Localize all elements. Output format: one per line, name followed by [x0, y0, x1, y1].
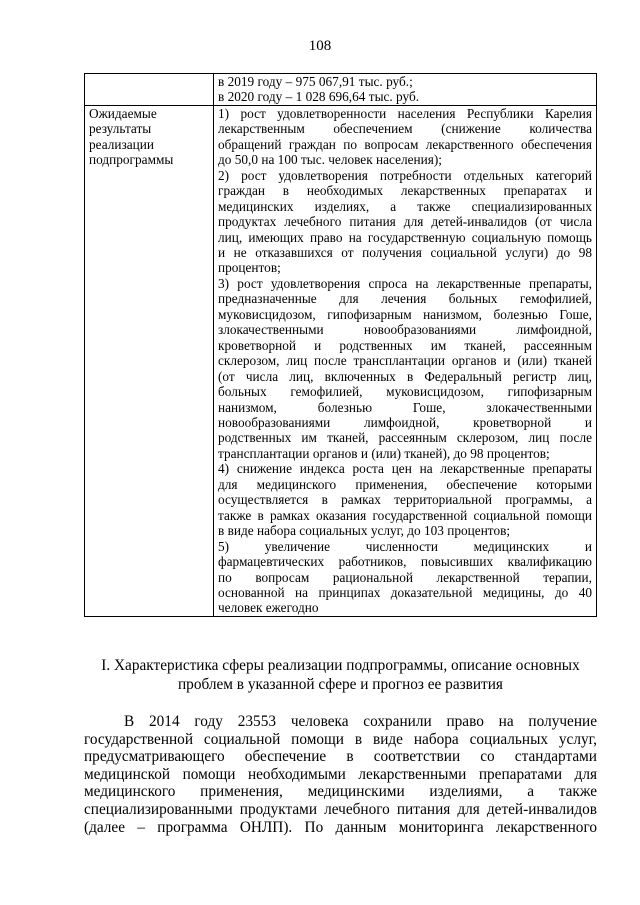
result-text-line: больных гемофилией, муковисцидозом, гипофизарным — [218, 384, 592, 400]
funding-content-cell — [214, 74, 597, 106]
result-text-line: и не отказавшихся от получения социальной услуги) до 98 — [218, 244, 592, 260]
result-text-line: для медицинского применения, обеспечение которыми — [218, 476, 592, 492]
result-text-line: по вопросам рациональной лекарственной терапии, — [218, 569, 592, 585]
result-text-line: осуществляется в рамках территориальной программы, а — [218, 492, 592, 508]
row-label-line: Ожидаемые — [89, 105, 157, 121]
paragraph-line: медицинского применения, медицинскими изделиями, а также — [84, 783, 597, 801]
result-text-line: человек ежегодно — [218, 600, 319, 616]
result-text-line: медицинских изделиях, а также специализированных — [218, 198, 592, 214]
page-number: 108 — [308, 38, 332, 54]
result-text-line: фармацевтических работников, повысивших квалификацию — [218, 554, 592, 570]
result-text-line: 3) рост удовлетворения спроса на лекарственные препараты, — [218, 275, 592, 291]
paragraph-line: В 2014 году 23553 человека сохранили право на получение — [124, 713, 597, 730]
section-heading-line: I. Характеристика сферы реализации подпрограммы, описание основных — [101, 657, 580, 674]
result-text-line: 4) снижение индекса роста цен на лекарственные препараты — [218, 461, 592, 477]
expected-results-row — [85, 105, 597, 616]
result-text-line: новообразованиями лимфоидной, кроветворной и — [218, 414, 592, 430]
row-label-line: подпрограммы — [89, 152, 174, 168]
paragraph-line: медицинской помощи необходимыми лекарственными препаратами для — [84, 765, 597, 783]
result-text-line: лекарственным обеспечением (снижение количества — [218, 121, 592, 137]
result-text-line: кроветворной и родственных им тканей, рассеянным — [218, 337, 592, 353]
result-text-line: склерозом, лиц после трансплантации органов и (или) тканей — [218, 353, 592, 369]
result-text-line: граждан в необходимых лекарственных препаратах и — [218, 183, 592, 199]
section-heading — [84, 657, 597, 694]
result-text-line: предназначенные для лечения больных гемофилией, — [218, 291, 592, 307]
result-text-line: злокачественными новообразованиями лимфоидной, — [218, 322, 592, 338]
result-text-line: процентов; — [218, 260, 281, 276]
section-heading-line: проблем в указанной сфере и прогноз ее развития — [178, 675, 503, 693]
result-text-line: родственных им тканей, рассеянным склерозом, лиц после — [218, 430, 592, 446]
expected-results-label-cell — [85, 105, 214, 616]
result-text-line: продуктах лечебного питания для детей-инвалидов (от числа — [218, 214, 592, 230]
body-paragraph — [84, 713, 597, 836]
paragraph-line: государственной социальной помощи в виде набора социальных услуг, — [84, 730, 597, 748]
result-text-line: 2) рост удовлетворения потребности отдельных категорий — [218, 167, 592, 183]
result-text-line: до 50,0 на 100 тыс. человек населения); — [218, 152, 442, 168]
paragraph-line: предусматривающего обеспечение в соответствии со стандартами — [84, 748, 597, 766]
result-text-line: трансплантации органов и (или) тканей), до 98 процентов; — [218, 445, 550, 461]
result-text-line: 5) увеличение численности медицинских и — [218, 538, 592, 554]
funding-line: в 2020 году – 1 028 696,64 тыс. руб. — [218, 89, 420, 105]
result-text-line: лиц, имеющих право на государственную социальную помощь — [218, 229, 592, 245]
row-label-line: результаты — [89, 121, 152, 137]
result-text-line: (от числа лиц, включенных в Федеральный регистр лиц, — [218, 368, 592, 384]
result-text-line: в виде набора социальных услуг, до 103 процентов; — [218, 523, 511, 539]
result-text-line: также в рамках оказания государственной социальной помощи — [218, 507, 592, 523]
result-text-line: обращений граждан по вопросам лекарственного обеспечения — [218, 136, 592, 152]
funding-label-cell — [85, 74, 214, 106]
result-text-line: основанной на принципах доказательной медицины, до 40 — [218, 584, 592, 600]
result-text-line: нанизмом, болезнью Гоше, злокачественными — [218, 399, 592, 415]
subprogram-passport-table — [84, 73, 597, 617]
funding-row — [85, 74, 597, 106]
paragraph-line: (далее – программа ОНЛП). По данным мониторинга лекарственного — [84, 818, 597, 836]
row-label-line: реализации — [89, 136, 154, 152]
paragraph-line: специализированными продуктами лечебного питания для детей-инвалидов — [84, 800, 597, 818]
funding-line: в 2019 году – 975 067,91 тыс. руб.; — [218, 74, 413, 89]
result-text-line: 1) рост удовлетворенности населения Республики Карелия — [218, 105, 592, 121]
result-text-line: муковисцидозом, гипофизарным нанизмом, болезнью Гоше, — [218, 306, 592, 322]
expected-results-content-cell — [214, 105, 597, 616]
